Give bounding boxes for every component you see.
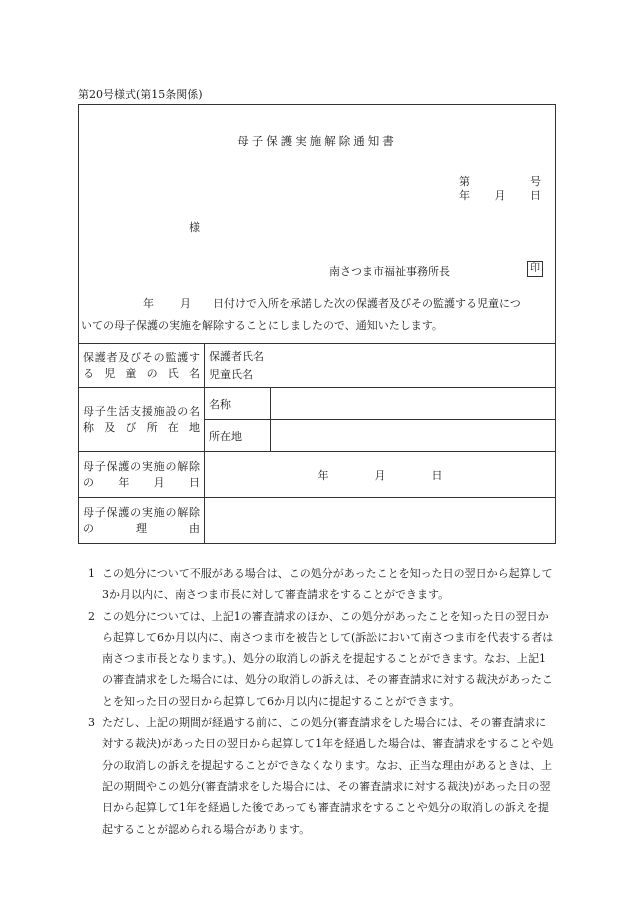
issue-day: 日	[530, 189, 541, 202]
facility-address-label-cell	[205, 420, 271, 452]
note-text: ただし、上記の期間が経過する前に、この処分(審査請求をした場合には、その審査請求に対する裁決)があった日の翌日から起算して1年を経過した場合は、審査請求をすることや処分の取消しの訴えを提起することができなくなります。なお、正当な理由があるときは、上記の期間やこの処分(審査請求をした場合には、その審査請求に対する裁決)があった日の翌日から起算して1年を経過した後であっても審査請求をすることや処分の取消しの訴えを提起することが認められる場合があります。	[102, 716, 554, 836]
document-title: 母子保護実施解除通知書	[237, 134, 397, 148]
note-item	[88, 712, 554, 840]
note-item	[88, 606, 554, 712]
label-guardian-child-names: 保護者及びその監護する児童の氏名	[79, 344, 205, 388]
table-row-cancel-reason	[79, 498, 556, 544]
table-row-cancel-date	[79, 452, 556, 498]
cancel-year: 年	[317, 468, 329, 482]
cancel-date-value[interactable]	[205, 452, 556, 498]
note-text: この処分について不服がある場合は、この処分があったことを知った日の翌日から起算して3か月以内に、南さつま市長に対して審査請求をすることができます。	[102, 567, 553, 602]
table-row-guardian	[79, 344, 556, 388]
cancel-reason-value[interactable]	[205, 498, 556, 544]
notice-frame	[78, 104, 556, 544]
body-month: 月	[180, 297, 191, 310]
form-number: 第20号様式(第15条関係)	[78, 88, 203, 101]
note-text: この処分については、上記1の審査請求のほか、この処分があったことを知った日の翌日から起算して6か月以内に、南さつま市を被告として(訴訟において南さつま市を代表する者は南さつま市長となります。)、処分の取消しの訴えを提起することができます。なお、上記1の審査請求をした場合には、処分の取消しの訴えは、その審査請求に対する裁決があったことを知った日の翌日から起算して6か月以内に提起することができます。	[102, 609, 554, 708]
details-table	[78, 343, 556, 544]
cancel-day: 日	[431, 468, 443, 482]
body-line-1	[81, 293, 551, 315]
body-line1-rest: 日付けで入所を承諾した次の保護者及びその監護する児童につ	[213, 297, 521, 310]
label-facility-name-address: 母子生活支援施設の名称及び所在地	[79, 388, 205, 452]
facility-name-value[interactable]	[271, 388, 556, 420]
issue-date-line	[459, 187, 541, 203]
appeal-notes	[88, 563, 554, 840]
notice-body	[81, 293, 551, 337]
guardian-names-cell[interactable]	[205, 344, 556, 388]
table-row-facility-name	[79, 388, 556, 420]
sender-name: 南さつま市福祉事務所長	[329, 265, 450, 278]
body-line-2: いての母子保護の実施を解除することにしましたので、通知いたします。	[81, 319, 443, 332]
number-dai: 第	[459, 175, 470, 188]
note-number: 3	[88, 716, 95, 730]
seal-mark: 印	[527, 261, 543, 277]
body-year: 年	[143, 297, 154, 310]
label-cancel-date: 母子保護の実施の解除の年月日	[79, 452, 205, 498]
addressee-suffix: 様	[189, 221, 200, 234]
number-go: 号	[530, 175, 541, 188]
issue-month: 月	[494, 189, 506, 202]
facility-name-label: 名称	[209, 397, 231, 411]
child-name-label: 児童氏名	[209, 367, 253, 381]
issue-year: 年	[459, 189, 470, 202]
facility-address-value[interactable]	[271, 420, 556, 452]
facility-name-label-cell	[205, 388, 271, 420]
guardian-name-label: 保護者氏名	[209, 349, 264, 363]
note-number: 2	[88, 609, 95, 623]
note-number: 1	[88, 567, 95, 580]
facility-address-label: 所在地	[209, 429, 242, 443]
cancel-month: 月	[374, 468, 386, 482]
note-item	[88, 563, 554, 606]
label-cancel-reason: 母子保護の実施の解除の理由	[79, 498, 205, 544]
